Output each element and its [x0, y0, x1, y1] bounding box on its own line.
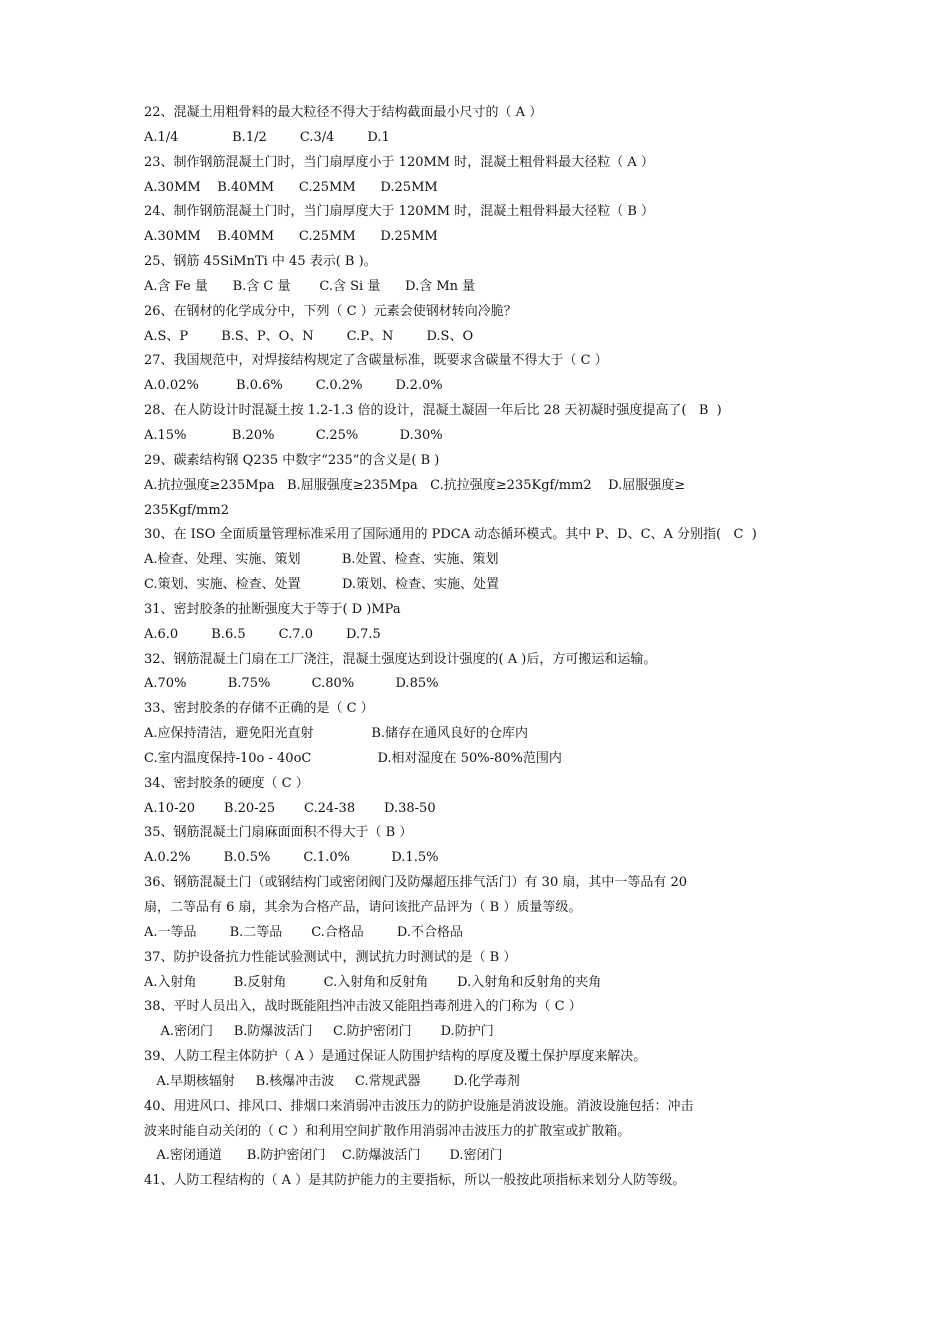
- text-line: 39、人防工程主体防护（ A ）是通过保证人防围护结构的厚度及覆土保护厚度来解决。: [144, 1049, 647, 1065]
- text-line: 30、在 ISO 全面质量管理标准采用了国际通用的 PDCA 动态循环模式。其中 P、D、C、A 分别指( C ): [144, 527, 757, 543]
- text-line: A.0.02% B.0.6% C.0.2% D.2.0%: [144, 378, 443, 394]
- text-line: A.S、P B.S、P、O、N C.P、N D.S、O: [144, 328, 474, 344]
- text-line: 26、在钢材的化学成分中，下列（ C ）元素会使钢材转向冷脆？: [144, 303, 517, 319]
- text-line: A.1/4 B.1/2 C.3/4 D.1: [144, 129, 390, 145]
- text-line: C.策划、实施、检查、处置 D.策划、检查、实施、处置: [144, 577, 500, 593]
- text-line: 23、制作钢筋混凝土门时，当门扇厚度小于 120MM 时，混凝土粗骨料最大径粒（ A ）: [144, 154, 654, 170]
- text-line: A.抗拉强度≥235Mpa B.屈服强度≥235Mpa C.抗拉强度≥235Kgf/mm2 D.屈服强度≥: [144, 477, 686, 493]
- text-line: 38、平时人员出入，战时既能阻挡冲击波又能阻挡毒剂进入的门称为（ C ）: [144, 999, 582, 1015]
- text-line: 31、密封胶条的扯断强度大于等于( D )MPa: [144, 601, 401, 617]
- text-line: 37、防护设备抗力性能试验测试中，测试抗力时测试的是（ B ）: [144, 949, 517, 965]
- text-line: A.应保持清洁，避免阳光直射 B.储存在通风良好的仓库内: [144, 726, 529, 742]
- text-line: C.室内温度保持-10o - 40oC D.相对湿度在 50%-80%范围内: [144, 750, 562, 766]
- text-line: A.70% B.75% C.80% D.85%: [144, 676, 439, 692]
- text-line: A.含 Fe 量 B.含 C 量 C.含 Si 量 D.含 Mn 量: [144, 278, 476, 294]
- text-line: A.入射角 B.反射角 C.入射角和反射角 D.入射角和反射角的夹角: [144, 974, 602, 990]
- text-line: 36、钢筋混凝土门（或钢结构门或密闭阀门及防爆超压排气活门）有 30 扇，其中一等品有 20: [144, 875, 688, 891]
- text-line: 41、人防工程结构的（ A ）是其防护能力的主要指标，所以一般按此项指标来划分人防等级。: [144, 1173, 686, 1189]
- text-line: 24、制作钢筋混凝土门时，当门扇厚度大于 120MM 时，混凝土粗骨料最大径粒（ B ）: [144, 204, 655, 220]
- text-line: A.15% B.20% C.25% D.30%: [144, 427, 443, 443]
- text-line: A.密闭门 B.防爆波活门 C.防护密闭门 D.防护门: [144, 1024, 494, 1040]
- text-line: 扇，二等品有 6 扇，其余为合格产品，请问该批产品评为（ B ）质量等级。: [144, 900, 582, 915]
- text-line: 25、钢筋 45SiMnTi 中 45 表示( B )。: [144, 254, 377, 270]
- question-list: [144, 101, 834, 1194]
- text-line: 34、密封胶条的硬度（ C ）: [144, 775, 309, 791]
- text-line: 35、钢筋混凝土门扇麻面面积不得大于（ B ）: [144, 825, 413, 841]
- text-line: A.6.0 B.6.5 C.7.0 D.7.5: [144, 626, 381, 642]
- text-line: 40、用进风口、排风口、排烟口来消弱冲击波压力的防护设施是消波设施。消波设施包括：冲击: [144, 1098, 694, 1114]
- text-line: 235Kgf/mm2: [144, 502, 229, 518]
- text-line: A.检查、处理、实施、策划 B.处置、检查、实施、策划: [144, 552, 499, 568]
- text-line: 27、我国规范中，对焊接结构规定了含碳量标准，既要求含碳量不得大于（ C ）: [144, 353, 608, 369]
- text-line: A.10-20 B.20-25 C.24-38 D.38-50: [144, 800, 436, 816]
- text-line: A.早期核辐射 B.核爆冲击波 C.常规武器 D.化学毒剂: [144, 1073, 520, 1089]
- text-line: A.30MM B.40MM C.25MM D.25MM: [144, 229, 438, 245]
- text-line: A.0.2% B.0.5% C.1.0% D.1.5%: [144, 850, 439, 866]
- text-line: 29、碳素结构钢 Q235 中数字“235”的含义是( B ): [144, 452, 440, 468]
- text-line: A.30MM B.40MM C.25MM D.25MM: [144, 179, 438, 195]
- text-line: A.一等品 B.二等品 C.合格品 D.不合格品: [144, 924, 463, 940]
- text-line: 波来时能自动关闭的（ C ）和利用空间扩散作用消弱冲击波压力的扩散室或扩散箱。: [144, 1123, 631, 1139]
- text-line: 22、混凝土用粗骨料的最大粒径不得大于结构截面最小尺寸的（ A ）: [144, 105, 543, 120]
- text-line: 28、在人防设计时混凝土按 1.2-1.3 倍的设计，混凝土凝固一年后比 28 天初凝时强度提高了( B ): [144, 403, 722, 419]
- text-line: 32、钢筋混凝土门扇在工厂浇注，混凝土强度达到设计强度的( A )后，方可搬运和运输。: [144, 651, 657, 667]
- text-line: 33、密封胶条的存储不正确的是（ C ）: [144, 701, 374, 717]
- text-line: A.密闭通道 B.防护密闭门 C.防爆波活门 D.密闭门: [144, 1148, 503, 1164]
